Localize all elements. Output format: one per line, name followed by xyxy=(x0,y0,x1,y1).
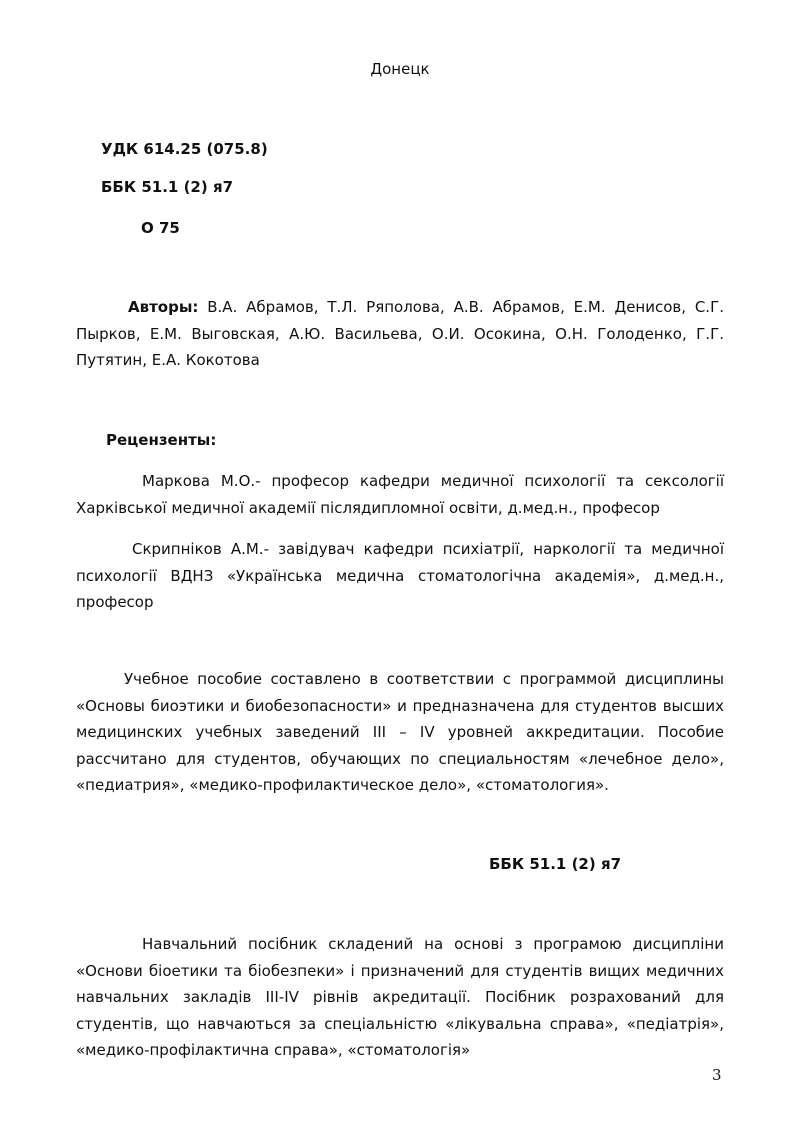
author-mark-code: О 75 xyxy=(141,219,180,237)
authors-names: В.А. Абрамов, Т.Л. Ряполова, А.В. Абрамов, Е.М. Денисов, С.Г. Пырков, Е.М. Выговская, А.Ю. Васильева, О.И. Осокина, О.Н. Голоденко, Г.Г. Путятин, Е.А. Кокотова xyxy=(76,298,724,369)
reviewer-1: Маркова М.О.- професор кафедри медичної психології та сексології Харківської медичної академії післядипломної освіти, д.мед.н., професор xyxy=(76,472,724,517)
authors-label: Авторы: xyxy=(128,298,199,316)
udk-code: УДК 614.25 (075.8) xyxy=(101,140,268,158)
reviewer-2: Скрипніков А.М.- завідувач кафедри психіатрії, наркології та медичної психології ВДНЗ «Українська медична стоматологічна академія», д.мед.н., професор xyxy=(76,540,724,611)
bbk-code-right: ББК 51.1 (2) я7 xyxy=(489,855,622,873)
authors-paragraph xyxy=(76,294,724,374)
abstract-ukrainian: Навчальний посібник складений на основі з програмою дисципліни «Основи біоетики та біобезпеки» і призначений для студентів вищих медичних навчальних закладів III-IV рівнів акредитації. Посібник розрахований для студентів, що навчаються за спеціальністю «лікувальна справа», «педіатрія», «медико-профілактична справа», «стоматологія» xyxy=(76,935,724,1059)
bbk-code: ББК 51.1 (2) я7 xyxy=(101,178,234,196)
abstract-russian: Учебное пособие составлено в соответствии с программой дисциплины «Основы биоэтики и биобезопасности» и предназначена для студентов высших медицинских учебных заведений III – IV уровней аккредитации. Пособие рассчитано для студентов, обучающих по специальностям «лечебное дело», «педиатрия», «медико-профилактическое дело», «стоматология». xyxy=(76,670,724,794)
city-line: Донецк xyxy=(370,60,430,78)
page-number: 3 xyxy=(712,1066,722,1084)
reviewers-label: Рецензенты: xyxy=(106,431,217,449)
